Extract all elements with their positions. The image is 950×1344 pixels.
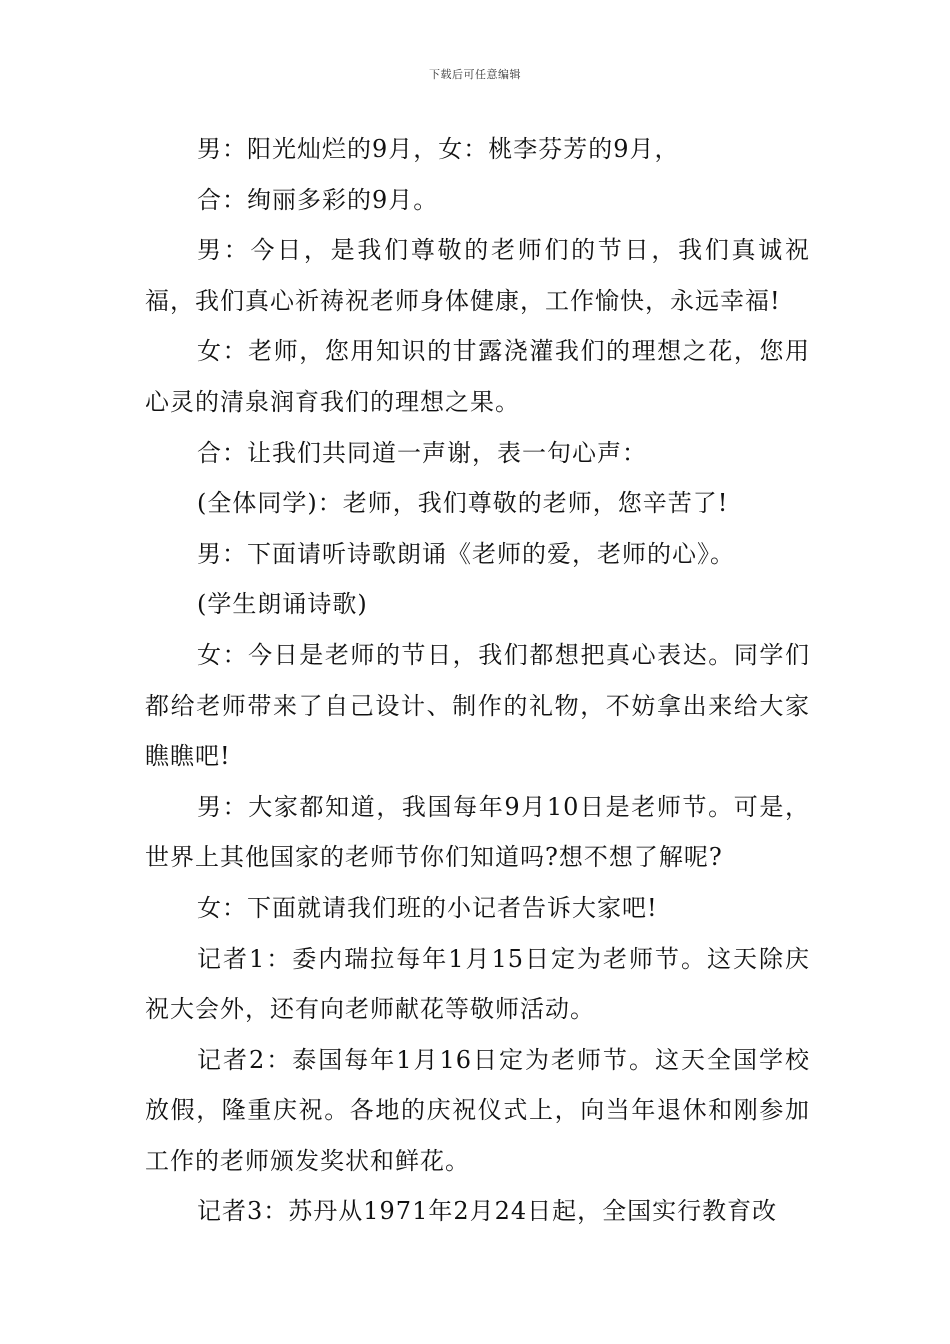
page-header: 下载后可任意编辑 bbox=[429, 68, 521, 81]
paragraph: 记者1：委内瑞拉每年1月15日定为老师节。这天除庆祝大会外，还有向老师献花等敬师活动。 bbox=[145, 944, 810, 1024]
paragraph: 女：今日是老师的节日，我们都想把真心表达。同学们都给老师带来了自己设计、制作的礼物，不妨拿出来给大家瞧瞧吧! bbox=[145, 640, 810, 771]
paragraph: (学生朗诵诗歌) bbox=[197, 590, 368, 619]
paragraph: 男：下面请听诗歌朗诵《老师的爱，老师的心》。 bbox=[197, 539, 735, 568]
paragraph: 合：绚丽多彩的9月。 bbox=[197, 185, 439, 214]
paragraph: 女：下面就请我们班的小记者告诉大家吧! bbox=[197, 893, 658, 922]
paragraph: (全体同学)：老师，我们尊敬的老师，您辛苦了! bbox=[197, 489, 729, 518]
paragraph: 记者3：苏丹从1971年2月24日起，全国实行教育改 bbox=[197, 1197, 778, 1226]
paragraph: 男：阳光灿烂的9月，女：桃李芬芳的9月， bbox=[197, 135, 680, 163]
paragraph: 合：让我们共同道一声谢，表一句心声： bbox=[197, 438, 647, 467]
paragraph: 男：大家都知道，我国每年9月10日是老师节。可是，世界上其他国家的老师节你们知道吗?想不想了解呢? bbox=[145, 792, 810, 872]
document-body bbox=[145, 124, 810, 1237]
paragraph: 记者2：泰国每年1月16日定为老师节。这天全国学校放假，隆重庆祝。各地的庆祝仪式上，向当年退休和刚参加工作的老师颁发奖状和鲜花。 bbox=[145, 1045, 810, 1175]
paragraph: 男：今日，是我们尊敬的老师们的节日，我们真诚祝福，我们真心祈祷祝老师身体健康，工作愉快，永远幸福! bbox=[145, 236, 810, 315]
paragraph: 女：老师，您用知识的甘露浇灌我们的理想之花，您用心灵的清泉润育我们的理想之果。 bbox=[145, 337, 810, 416]
